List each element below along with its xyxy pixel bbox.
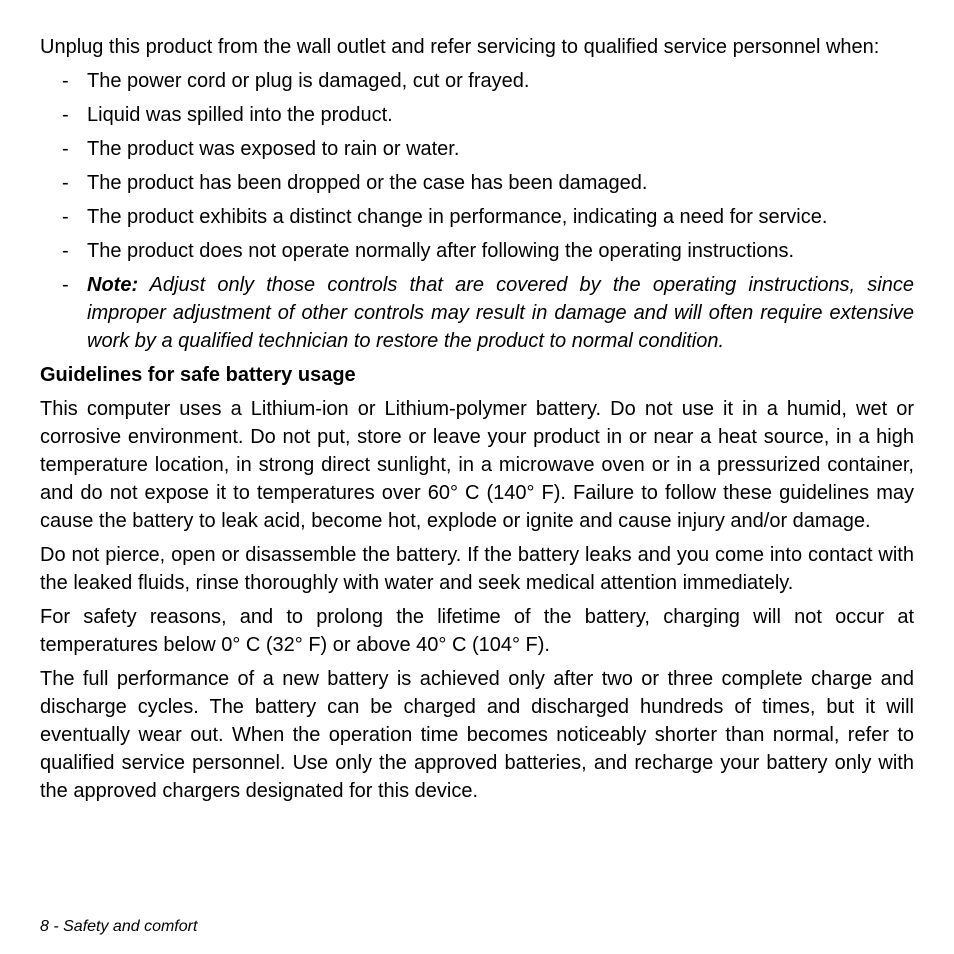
note-item (40, 271, 914, 355)
bullet-dash: - (62, 274, 69, 296)
list-item (40, 169, 914, 197)
list-item-text: The power cord or plug is damaged, cut or frayed. (87, 70, 530, 92)
intro-paragraph: Unplug this product from the wall outlet and refer servicing to qualified service personnel when: (40, 36, 880, 58)
note-label: Note: (87, 274, 139, 296)
note-text: Adjust only those controls that are covered by the operating instructions, since improper adjustment of other controls may result in damage and will often require extensive work by a qualified technician to restore the product to normal condition. (87, 274, 914, 352)
list-item (40, 101, 914, 129)
battery-paragraph: This computer uses a Lithium-ion or Lithium-polymer battery. Do not use it in a humid, wet or corrosive environment. Do not put, store or leave your product in or near a heat source, in a high temperature location, in strong direct sunlight, in a microwave oven or in a pressurized container, and do not expose it to temperatures over 60° C (140° F). Failure to follow these guidelines may cause the battery to leak acid, become hot, explode or ignite and cause injury and/or damage. (40, 398, 914, 532)
battery-paragraph: For safety reasons, and to prolong the lifetime of the battery, charging will not occur at temperatures below 0° C (32° F) or above 40° C (104° F). (40, 606, 914, 656)
list-item-text: The product does not operate normally after following the operating instructions. (87, 240, 795, 262)
bullet-dash: - (62, 206, 69, 228)
bullet-dash: - (62, 104, 69, 126)
service-conditions-list (40, 67, 914, 355)
page-content (40, 33, 914, 811)
list-item-text: The product was exposed to rain or water. (87, 138, 460, 160)
page-footer: 8 - Safety and comfort (40, 918, 198, 935)
list-item (40, 67, 914, 95)
list-item (40, 203, 914, 231)
bullet-dash: - (62, 172, 69, 194)
list-item (40, 237, 914, 265)
list-item-text: The product has been dropped or the case has been damaged. (87, 172, 648, 194)
bullet-dash: - (62, 240, 69, 262)
battery-paragraph: The full performance of a new battery is achieved only after two or three complete charge and discharge cycles. The battery can be charged and discharged hundreds of times, but it will eventually wear out. When the operation time becomes noticeably shorter than normal, refer to qualified service personnel. Use only the approved batteries, and recharge your battery only with the approved chargers designated for this device. (40, 668, 914, 802)
bullet-dash: - (62, 70, 69, 92)
list-item-text: Liquid was spilled into the product. (87, 104, 393, 126)
list-item (40, 135, 914, 163)
bullet-dash: - (62, 138, 69, 160)
list-item-text: The product exhibits a distinct change in performance, indicating a need for service. (87, 206, 828, 228)
battery-paragraph: Do not pierce, open or disassemble the battery. If the battery leaks and you come into contact with the leaked fluids, rinse thoroughly with water and seek medical attention immediately. (40, 544, 914, 594)
section-heading: Guidelines for safe battery usage (40, 364, 356, 386)
